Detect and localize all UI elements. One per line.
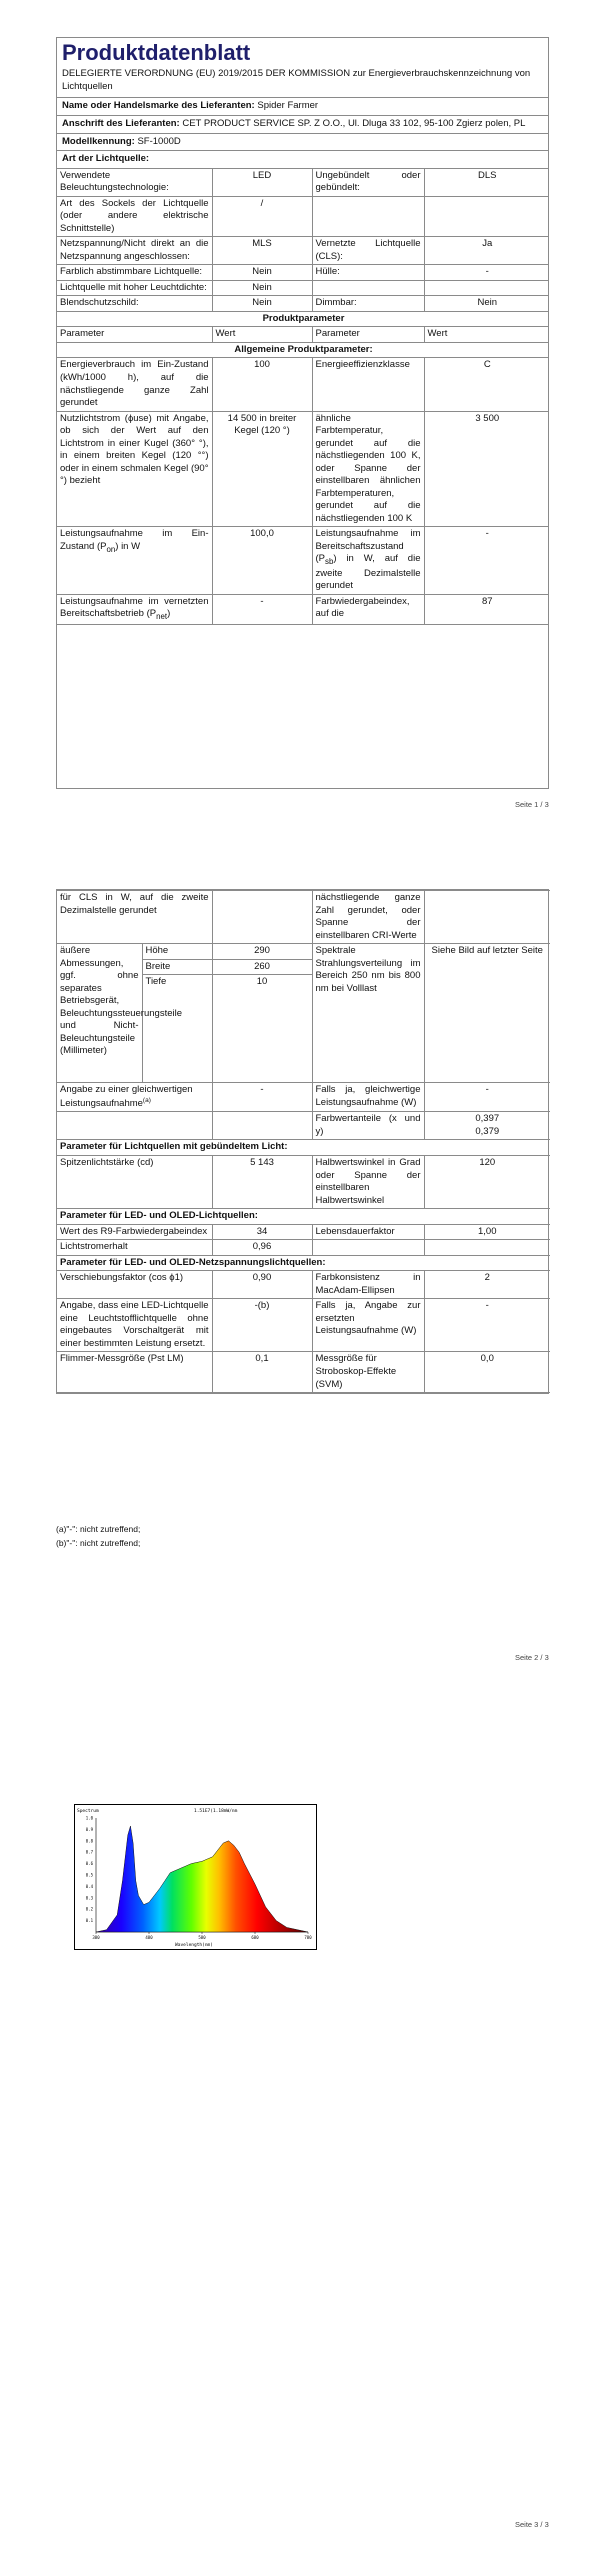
model-row [57, 133, 548, 151]
table-row [57, 1156, 550, 1209]
supplier-address: CET PRODUCT SERVICE SP. Z O.O., Ul. Dluga 33 102, 95-100 Zgierz polen, PL [182, 117, 526, 129]
row-label: Leistungsaufnahme im Ein-Zustand $(P_{on})$ in W [57, 527, 212, 594]
row-label: Blendschutzschild: [57, 296, 212, 312]
row-label [312, 196, 424, 237]
row-value: 0,90 [212, 1271, 312, 1299]
x-tick-label: 480 [145, 1935, 153, 1940]
dimensions-label: äußere Abmessungen, ggf. ohne separates Betriebsgerät, Beleuchtungssteuerungsteile und Nicht-Beleuchtungsteile (Millimeter) [57, 944, 142, 1083]
row-label: Verwendete Beleuchtungstechnologie: [57, 168, 212, 196]
y-tick-label: 0.1 [85, 1918, 93, 1924]
row-label: Leistungsaufnahme im vernetzten Bereitschaftsbetrieb $(P_{net})$ [57, 594, 212, 624]
table-row [57, 1224, 550, 1240]
row-value: 0,1 [212, 1352, 312, 1393]
y-tick-label: 0.8 [85, 1838, 93, 1844]
row-value: Nein [212, 280, 312, 296]
row-value: 0,96 [212, 1240, 312, 1256]
row-label: Lichtstromerhalt [57, 1240, 212, 1256]
x-tick-label: 580 [198, 1935, 206, 1940]
page-number: Seite 2 / 3 [515, 1653, 549, 1662]
regulation-intro: DELEGIERTE VERORDNUNG (EU) 2019/2015 DER KOMMISSION zur Energieverbrauchskennzeichnung von Lichtquellen [62, 68, 531, 92]
column-header: Parameter [312, 327, 424, 343]
row-value: Siehe Bild auf letzter Seite [424, 944, 550, 1083]
row-label: Art des Sockels der Lichtquelle (oder andere elektrische Schnittstelle) [57, 196, 212, 237]
table-row [57, 296, 549, 312]
supplier-name-label: Name oder Handelsmarke des Lieferanten: [62, 100, 255, 112]
page-number: Seite 3 / 3 [515, 2520, 549, 2529]
y-tick-label: 0.5 [85, 1872, 93, 1878]
page-title: Produktdatenblatt [62, 40, 251, 65]
page-number: Seite 1 / 3 [515, 800, 549, 809]
y-tick-label: 0.7 [85, 1849, 93, 1855]
row-label: Halbwertswinkel in Grad oder Spanne der einstellbaren Halbwertswinkel [312, 1156, 424, 1209]
supplier-name: Spider Farmer [257, 100, 319, 112]
general-params-heading-text: Allgemeine Produktparameter: [57, 342, 549, 358]
row-label: Lebensdauerfaktor [312, 1224, 424, 1240]
row-label: Angabe zu einer gleichwertigen Leistungsaufnahme$^{(a)}$ [57, 1083, 212, 1112]
product-params-heading [57, 311, 549, 327]
row-value [424, 196, 549, 237]
row-value: Nein [212, 296, 312, 312]
led-heading [57, 1209, 550, 1225]
row-label: Spektrale Strahlungsverteilung im Bereich 250 nm bis 800 nm bei Volllast [312, 944, 424, 1083]
row-label: Falls ja, Angabe zur ersetzten Leistungsaufnahme (W) [312, 1299, 424, 1352]
row-value: - [424, 265, 549, 281]
row-value: - [424, 527, 549, 594]
y-tick-label: 0.6 [85, 1861, 93, 1867]
section-heading: Parameter für LED- und OLED-Netzspannungslichtquellen: [57, 1255, 550, 1271]
table-row [57, 265, 549, 281]
table-row [57, 280, 549, 296]
y-tick-label: 0.4 [85, 1883, 93, 1889]
footnote-b: (b)"-": nicht zutreffend; [56, 1538, 141, 1549]
row-value: 1,00 [424, 1224, 550, 1240]
row-value: C [424, 358, 549, 411]
row-label: Ungebündelt oder gebündelt: [312, 168, 424, 196]
row-value: 0,397 0,379 [424, 1112, 550, 1140]
row-value: 100,0 [212, 527, 312, 594]
chart-ylabel: Spectrum [77, 1809, 99, 1814]
row-label: Verschiebungsfaktor (cos ϕ1) [57, 1271, 212, 1299]
row-label: Energieverbrauch im Ein-Zustand (kWh/1000 h), auf die nächstliegende ganze Zahl gerundet [57, 358, 212, 411]
row-label: für CLS in W, auf die zweite Dezimalstelle gerundet [57, 891, 212, 944]
dimension-value: 260 [212, 959, 312, 975]
y-tick-label: 0.2 [85, 1906, 93, 1912]
column-header: Wert [212, 327, 312, 343]
row-value: Nein [424, 296, 549, 312]
row-label: Spitzenlichtstärke (cd) [57, 1156, 212, 1209]
table-row [57, 1240, 550, 1256]
table-row [57, 196, 549, 237]
model-label: Modellkennung: [62, 135, 135, 147]
row-value: 87 [424, 594, 549, 624]
row-label [312, 280, 424, 296]
table-row [57, 1112, 550, 1140]
row-value: LED [212, 168, 312, 196]
row-value: - [212, 594, 312, 624]
light-source-heading [57, 150, 548, 168]
dimension-name: Höhe [142, 944, 212, 960]
section-heading: Parameter für LED- und OLED-Lichtquellen: [57, 1209, 550, 1225]
row-value: 5 143 [212, 1156, 312, 1209]
row-label: Energieeffizienzklasse [312, 358, 424, 411]
table-row [57, 527, 549, 594]
row-value: 120 [424, 1156, 550, 1209]
supplier-address-row [57, 115, 548, 133]
y-tick-label: 1.0 [85, 1815, 93, 1821]
row-label: Lichtquelle mit hoher Leuchtdichte: [57, 280, 212, 296]
row-label: Vernetzte Lichtquelle (CLS): [312, 237, 424, 265]
supplier-address-label: Anschrift des Lieferanten: [62, 117, 180, 129]
y-tick-label: 0.9 [85, 1826, 93, 1832]
row-label: Nutzlichtstrom (ϕuse) mit Angabe, ob sich der Wert auf den Lichtstrom in einer Kugel (360° °), in einem breiten Kegel (120 °°) oder in einem schmalen Kegel (90° °) bezieht [57, 411, 212, 527]
directional-heading [57, 1140, 550, 1156]
row-value: MLS [212, 237, 312, 265]
mains-heading [57, 1255, 550, 1271]
row-label: Dimmbar: [312, 296, 424, 312]
footnotes [56, 1522, 140, 1551]
row-value: 14 500 in breiter Kegel (120 °) [212, 411, 312, 527]
footnote-a: (a)"-": nicht zutreffend; [56, 1524, 141, 1534]
table-row [57, 237, 549, 265]
row-value: 2 [424, 1271, 550, 1299]
table-row [57, 1083, 550, 1112]
table-row [57, 1352, 550, 1393]
row-value: 100 [212, 358, 312, 411]
table-row [57, 1271, 550, 1299]
params-table-continued [57, 890, 550, 1393]
row-label: Farblich abstimmbare Lichtquelle: [57, 265, 212, 281]
row-value: - [424, 1083, 550, 1112]
chart-xlabel: Wavelength(nm) [175, 1943, 213, 1948]
x-tick-label: 680 [251, 1935, 259, 1940]
table-row [57, 168, 549, 196]
datasheet-page-1 [56, 37, 549, 789]
row-value: -(b) [212, 1299, 312, 1352]
row-label: nächstliegende ganze Zahl gerundet, oder Spanne der einstellbaren CRI-Werte [312, 891, 424, 944]
general-params-heading [57, 342, 549, 358]
dimension-name: Tiefe [142, 975, 212, 1083]
dimension-name: Breite [142, 959, 212, 975]
column-header-row [57, 327, 549, 343]
column-header: Wert [424, 327, 549, 343]
table-row [57, 1299, 550, 1352]
row-value [424, 280, 549, 296]
row-label: Angabe, dass eine LED-Lichtquelle eine Leuchtstofflichtquelle ohne eingebautes Vorschaltgerät mit einer bestimmten Leistung ersetzt. [57, 1299, 212, 1352]
row-label: Hülle: [312, 265, 424, 281]
row-value: 34 [212, 1224, 312, 1240]
row-label: Leistungsaufnahme im Bereitschaftszustand $(P_{sb})$ in W, auf die zweite Dezimalstelle gerundet [312, 527, 424, 594]
row-label: Netzspannung/Nicht direkt an die Netzspannung angeschlossen: [57, 237, 212, 265]
row-value: / [212, 196, 312, 237]
table-row [57, 944, 550, 960]
table-row [57, 411, 549, 527]
supplier-name-row [57, 97, 548, 115]
spectrum-chart [74, 1804, 317, 1950]
row-value: - [212, 1083, 312, 1112]
row-label: Messgröße für Stroboskop-Effekte (SVM) [312, 1352, 424, 1393]
light-source-heading-text: Art der Lichtquelle: [62, 153, 150, 165]
x-tick-label: 380 [92, 1935, 100, 1940]
row-label: Flimmer-Messgröße (Pst LM) [57, 1352, 212, 1393]
product-params-heading-text: Produktparameter [57, 311, 549, 327]
row-value: Nein [212, 265, 312, 281]
column-header: Parameter [57, 327, 212, 343]
row-value: 0,0 [424, 1352, 550, 1393]
model-id: SF-1000D [137, 135, 181, 147]
dimension-value: 10 [212, 975, 312, 1083]
datasheet-page-2 [56, 889, 549, 1394]
row-label: Farbkonsistenz in MacAdam-Ellipsen [312, 1271, 424, 1299]
row-label: ähnliche Farbtemperatur, gerundet auf die nächstliegenden 100 K, oder Spanne der einstellbaren ähnlichen Farbtemperaturen, gerundet auf die nächstliegenden 100 K [312, 411, 424, 527]
row-value: DLS [424, 168, 549, 196]
row-value: 3 500 [424, 411, 549, 527]
chart-header: 1.51E7(1.18mW/nm [194, 1809, 238, 1814]
row-label: Farbwiedergabeindex, auf die [312, 594, 424, 624]
table-row [57, 594, 549, 624]
row-label: Farbwertanteile (x und y) [312, 1112, 424, 1140]
x-tick-label: 780 [304, 1935, 312, 1940]
table-row [57, 891, 550, 944]
section-heading: Parameter für Lichtquellen mit gebündeltem Licht: [57, 1140, 550, 1156]
row-value: Ja [424, 237, 549, 265]
table-row [57, 358, 549, 411]
y-tick-label: 0.3 [85, 1895, 93, 1901]
row-value: - [424, 1299, 550, 1352]
row-label: Wert des R9-Farbwiedergabeindex [57, 1224, 212, 1240]
row-label: Falls ja, gleichwertige Leistungsaufnahme (W) [312, 1083, 424, 1112]
dimension-value: 290 [212, 944, 312, 960]
light-source-table [57, 168, 549, 625]
